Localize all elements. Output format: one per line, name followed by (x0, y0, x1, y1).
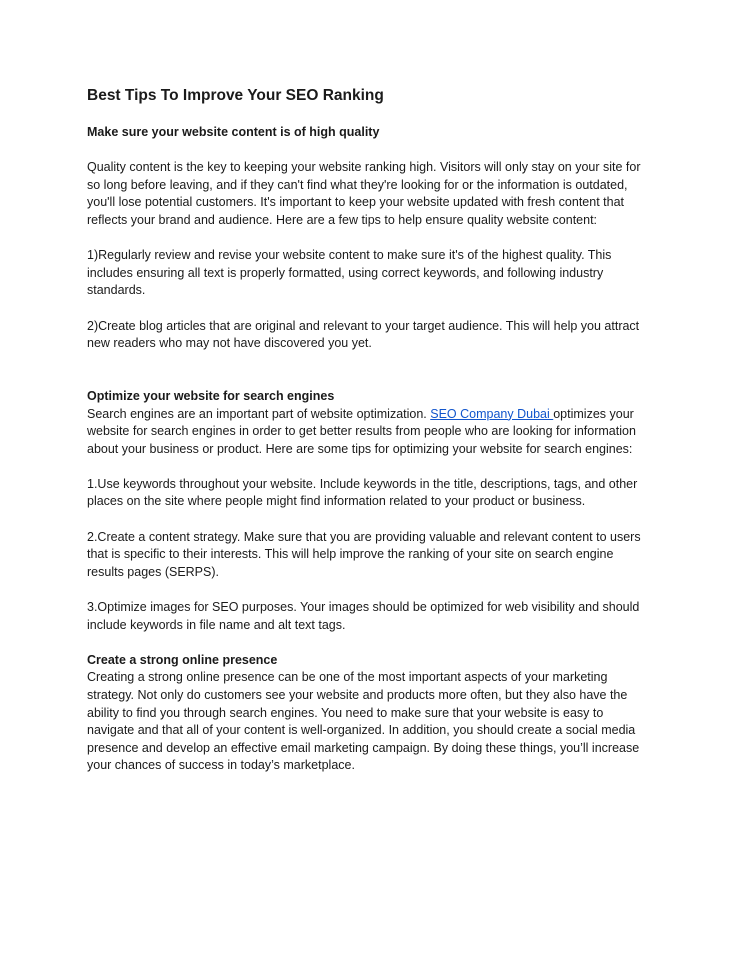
paragraph-content-quality-intro: Quality content is the key to keeping your website ranking high. Visitors will only stay on your site for so long before leaving, and if they can't find what they're looking for or the information is outdated, you'll lose potential customers. It's important to keep your website updated with fresh content that reflects your brand and audience. Here are a few tips to help ensure quality website content: (87, 160, 641, 227)
document-title: Best Tips To Improve Your SEO Ranking (87, 87, 384, 104)
paragraph-search-engines-intro (87, 406, 653, 459)
spacer (87, 230, 653, 248)
spacer (87, 142, 653, 160)
spacer (87, 581, 653, 599)
spacer (87, 511, 653, 529)
spacer (87, 353, 653, 388)
spacer (87, 458, 653, 476)
document-page (87, 86, 653, 775)
spacer (87, 300, 653, 318)
intro-text-after-link: optimizes your website for search engines in order to get better results from people who are looking for information about your business or product. Here are some tips for optimizing your website for search engines: (87, 406, 636, 456)
seo-company-dubai-link[interactable]: SEO Company Dubai (430, 406, 554, 421)
section-heading-search-engines: Optimize your website for search engines (87, 388, 335, 403)
paragraph-online-presence: Creating a strong online presence can be one of the most important aspects of your marketing strategy. Not only do customers see your website and products more often, but they also have the ability to find you through search engines. You need to make sure that your website is easy to navigate and that all of your content is well-organized. In addition, you should create a social media presence and develop an effective email marketing campaign. By doing these things, you’ll increase your chances of success in today’s marketplace. (87, 670, 640, 773)
paragraph-seo-tip-2: 2.Create a content strategy. Make sure that you are providing valuable and relevant content to users that is specific to their interests. This will help improve the ranking of your site on search engine results pages (SERPS). (87, 529, 641, 579)
section-heading-online-presence: Create a strong online presence (87, 652, 278, 667)
paragraph-content-tip-2: 2)Create blog articles that are original and relevant to your target audience. This will help you attract new readers who may not have discovered you yet. (87, 318, 640, 351)
intro-text-before-link: Search engines are an important part of website optimization. (87, 406, 431, 421)
paragraph-content-tip-1: 1)Regularly review and revise your website content to make sure it's of the highest quality. This includes ensuring all text is properly formatted, using correct keywords, and following industry standards. (87, 248, 612, 298)
paragraph-seo-tip-3: 3.Optimize images for SEO purposes. Your images should be optimized for web visibility and should include keywords in file name and alt text tags. (87, 600, 640, 632)
spacer (87, 634, 653, 652)
section-heading-content-quality: Make sure your website content is of high quality (87, 125, 380, 139)
paragraph-seo-tip-1: 1.Use keywords throughout your website. Include keywords in the title, descriptions, tags, and other places on the site where people might find information related to your product or business. (87, 476, 638, 509)
